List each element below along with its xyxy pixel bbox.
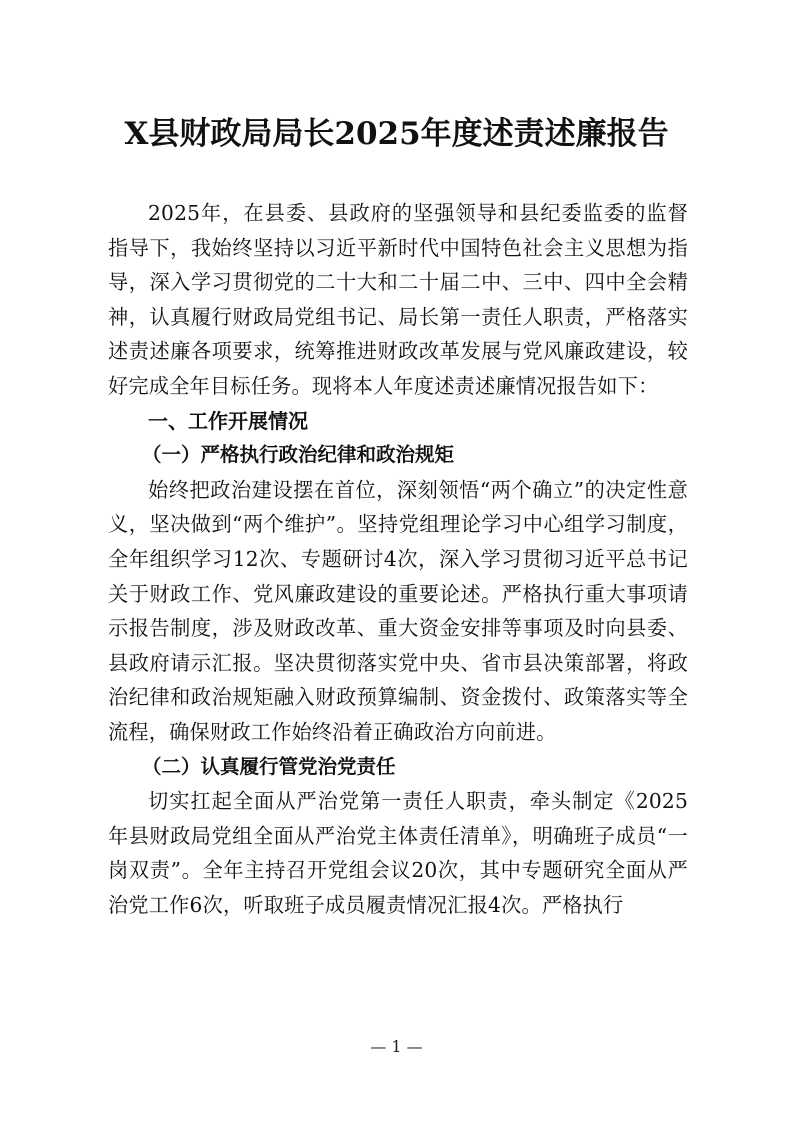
document-title: X县财政局局长2025年度述责述廉报告 [124, 116, 669, 152]
page-number: — 1 — [370, 1037, 423, 1056]
section-heading-work: 一、工作开展情况 [148, 408, 308, 433]
political-discipline-paragraph: 始终把政治建设摆在首位，深刻领悟“两个确立”的决定性意义，坚决做到“两个维护”。坚持党组理论学习中心组学习制度，全年组织学习12次、专题研讨4次，深入学习贯彻习近平总书记关于财政工作、党风廉政建设的重要论述。严格执行重大事项请示报告制度，涉及财政改革、重大资金安排等事项及时向县委、县政府请示汇报。坚决贯彻落实党中央、省市县决策部署，将政治纪律和政治规矩融入财政预算编制、资金拨付、政策落实等全流程，确保财政工作始终沿着正确政治方向前进。 [108, 477, 688, 744]
subsection-heading-political-discipline: （一）严格执行政治纪律和政治规矩 [142, 443, 455, 467]
intro-paragraph: 2025年，在县委、县政府的坚强领导和县纪委监委的监督指导下，我始终坚持以习近平新时代中国特色社会主义思想为指导，深入学习贯彻党的二十大和二十届二中、三中、四中全会精神，认真履行财政局党组书记、局长第一责任人职责，严格落实述责述廉各项要求，统筹推进财政改革发展与党风廉政建设，较好完成全年目标任务。现将本人年度述责述廉情况报告如下： [108, 201, 688, 398]
document-body [108, 196, 688, 922]
party-governance-paragraph: 切实扛起全面从严治党第一责任人职责，牵头制定《2025年县财政局党组全面从严治党主体责任清单》，明确班子成员“一岗双责”。全年主持召开党组会议20次，其中专题研究全面从严治党工作6次，听取班子成员履责情况汇报4次。严格执行 [108, 789, 688, 917]
subsection-heading-party-governance: （二）认真履行管党治党责任 [142, 754, 396, 778]
